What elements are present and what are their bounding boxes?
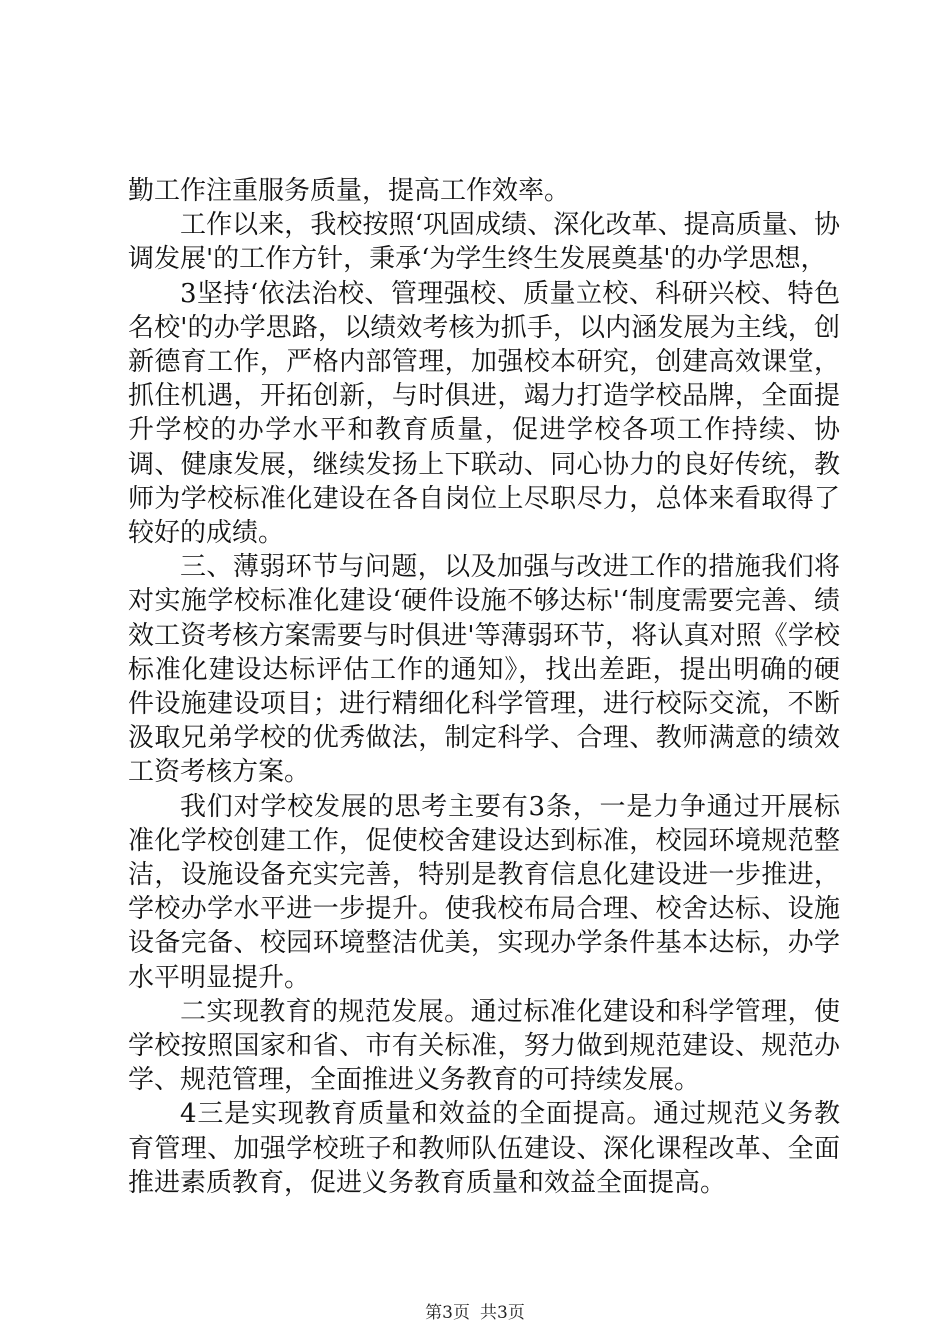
paragraph-4: 三、薄弱环节与问题，以及加强与改进工作的措施我们将对实施学校标准化建设‘硬件设施不够达标'‘制度需要完善、绩效工资考核方案需要与时俱进'等薄弱环节，将认真对照《学校标准化建设达标评估工作的通知》，找出差距，提出明确的硬件设施建设项目；进行精细化科学管理，进行校际交流，不断汲取兄弟学校的优秀做法，制定科学、合理、教师满意的绩效工资考核方案。 bbox=[128, 552, 840, 788]
paragraph-5: 我们对学校发展的思考主要有3条，一是力争通过开展标准化学校创建工作，促使校舍建设达到标准，校园环境规范整洁，设施设备充实完善，特别是教育信息化建设进一步推进，学校办学水平进一步提升。使我校布局合理、校舍达标、设施设备完备、校园环境整洁优美，实现办学条件基本达标，办学水平明显提升。 bbox=[128, 791, 840, 993]
page-footer bbox=[0, 1298, 950, 1323]
paragraph-6: 二实现教育的规范发展。通过标准化建设和科学管理，使学校按照国家和省、市有关标准，努力做到规范建设、规范办学、规范管理，全面推进义务教育的可持续发展。 bbox=[128, 996, 840, 1096]
paragraph-1: 勤工作注重服务质量，提高工作效率。 bbox=[128, 176, 571, 206]
page-total: 共3页 bbox=[480, 1303, 525, 1323]
document-body bbox=[128, 174, 840, 1200]
paragraph-7: 4三是实现教育质量和效益的全面提高。通过规范义务教育管理、加强学校班子和教师队伍建设、深化课程改革、全面推进素质教育，促进义务教育质量和效益全面提高。 bbox=[128, 1099, 840, 1198]
page-number: 第3页 bbox=[425, 1303, 470, 1323]
paragraph-3: 3坚持‘依法治校、管理强校、质量立校、科研兴校、特色名校'的办学思路，以绩效考核为抓手，以内涵发展为主线，创新德育工作，严格内部管理，加强校本研究，创建高效课堂，抓住机遇，开拓创新，与时俱进，竭力打造学校品牌，全面提升学校的办学水平和教育质量，促进学校各项工作持续、协调、健康发展，继续发扬上下联动、同心协力的良好传统，教师为学校标准化建设在各自岗位上尽职尽力，总体来看取得了较好的成绩。 bbox=[128, 278, 840, 549]
paragraph-2: 工作以来，我校按照‘巩固成绩、深化改革、提高质量、协调发展'的工作方针，秉承‘为学生终生发展奠基'的办学思想， bbox=[128, 210, 840, 275]
